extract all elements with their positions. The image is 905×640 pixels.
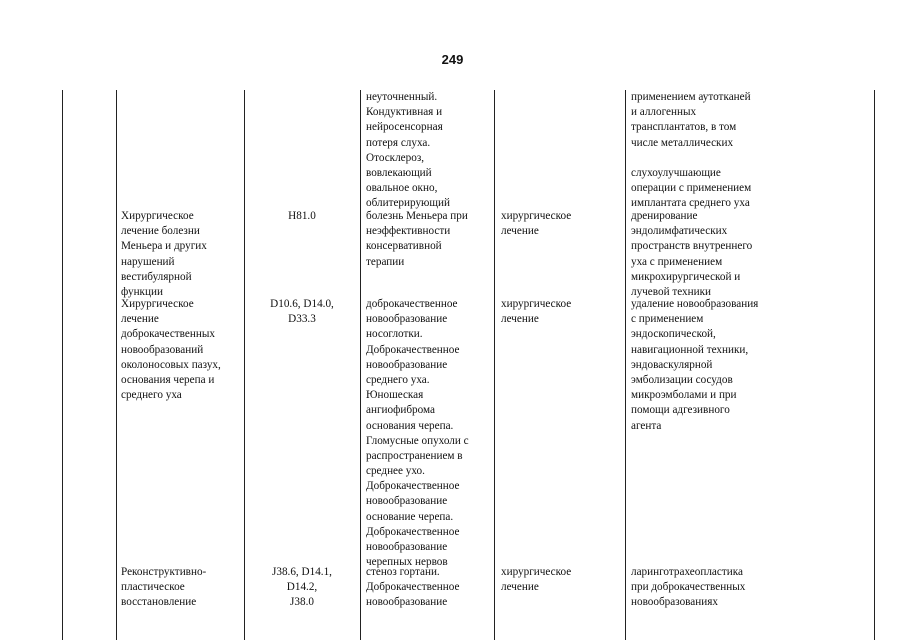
cell-name: [121, 297, 239, 403]
cell-line: с применением: [631, 313, 704, 326]
cell-line: лечение: [501, 581, 539, 594]
cell-treatment: [501, 209, 621, 239]
cell-line: новообразование: [366, 541, 448, 553]
cell-line: [631, 151, 871, 166]
cell-line: нарушений: [121, 255, 175, 268]
cell-model: [366, 297, 492, 570]
cell-line: облитерирующий: [366, 197, 450, 210]
cell-line: черепных нервов: [366, 556, 448, 569]
cell-line: новообразованиях: [631, 596, 718, 609]
page-number: 249: [441, 52, 464, 67]
cell-line: пространств внутреннего: [631, 240, 753, 253]
cell-line: восстановление: [121, 596, 197, 609]
cell-line: вестибулярной: [121, 270, 192, 283]
cell-line: D10.6, D14.0,: [270, 298, 334, 310]
cell-name: [121, 565, 239, 611]
cell-line: Реконструктивно-: [121, 566, 207, 578]
cell-line: функции: [121, 285, 163, 298]
cell-line: новообразований: [121, 343, 204, 356]
cell-line: неуточненный.: [366, 91, 438, 103]
cell-line: операции с применением: [631, 182, 752, 195]
cell-line: среднего уха: [121, 389, 182, 402]
cell-line: слухоулучшающие: [631, 166, 721, 179]
cell-model: [366, 90, 492, 212]
cell-line: хирургическое: [501, 566, 572, 578]
cell-model: [366, 209, 492, 270]
cell-line: Кондуктивная и: [366, 106, 443, 119]
table-rule: [874, 90, 875, 640]
cell-line: агента: [631, 419, 662, 432]
cell-method: [631, 90, 871, 212]
cell-line: хирургическое: [501, 210, 572, 222]
cell-line: применением аутотканей: [631, 91, 751, 103]
cell-line: овальное окно,: [366, 182, 438, 195]
cell-line: D33.3: [288, 313, 316, 326]
cell-line: стеноз гортани.: [366, 566, 440, 578]
cell-line: нейросенсорная: [366, 121, 443, 134]
cell-line: эндолимфатических: [631, 225, 728, 238]
cell-line: удаление новообразования: [631, 298, 759, 310]
cell-method: [631, 297, 871, 434]
cell-line: Юношеская: [366, 389, 424, 402]
cell-line: среднего уха.: [366, 373, 430, 386]
cell-line: при доброкачественных: [631, 581, 746, 594]
cell-line: Доброкачественное: [366, 480, 460, 493]
table-rule: [360, 90, 361, 640]
cell-line: дренирование: [631, 210, 698, 222]
cell-line: Хирургическое: [121, 210, 194, 222]
cell-line: Отосклероз,: [366, 151, 425, 164]
cell-method: [631, 565, 871, 611]
cell-line: эмболизации сосудов: [631, 373, 733, 386]
cell-code: [248, 297, 356, 327]
cell-line: новообразование: [366, 358, 448, 371]
cell-line: пластическое: [121, 581, 185, 594]
cell-line: J38.0: [290, 596, 314, 609]
cell-line: неэффективности: [366, 225, 451, 238]
cell-treatment: [501, 297, 621, 327]
cell-line: новообразование: [366, 313, 448, 326]
table-rule: [62, 90, 63, 640]
cell-line: хирургическое: [501, 298, 572, 310]
cell-line: Доброкачественное: [366, 525, 460, 538]
cell-line: помощи адгезивного: [631, 404, 730, 417]
cell-line: консервативной: [366, 240, 442, 253]
cell-line: лечение: [501, 225, 539, 238]
cell-line: вовлекающий: [366, 166, 432, 179]
cell-line: основания черепа и: [121, 373, 215, 386]
cell-code: [248, 565, 356, 611]
cell-line: J38.6, D14.1,: [272, 566, 332, 578]
cell-model: [366, 565, 492, 611]
cell-line: среднее ухо.: [366, 465, 425, 478]
cell-line: Меньера и других: [121, 240, 207, 253]
cell-line: носоглотки.: [366, 328, 423, 341]
cell-line: D14.2,: [286, 581, 318, 594]
cell-line: болезнь Меньера при: [366, 210, 468, 222]
cell-line: ангиофиброма: [366, 404, 435, 417]
table-rule: [116, 90, 117, 640]
cell-line: уха с применением: [631, 255, 723, 268]
cell-method: [631, 209, 871, 300]
cell-line: потеря слуха.: [366, 136, 431, 149]
cell-line: эндоскопической,: [631, 328, 716, 341]
cell-line: лечение: [501, 313, 539, 326]
cell-line: Доброкачественное: [366, 343, 460, 356]
cell-line: Гломусные опухоли с: [366, 434, 469, 447]
table-rule: [244, 90, 245, 640]
cell-line: основания черепа.: [366, 419, 454, 432]
cell-code: [248, 209, 356, 224]
cell-line: ларинготрахеопластика: [631, 566, 743, 578]
cell-line: лечение болезни: [121, 225, 200, 238]
table-rule: [494, 90, 495, 640]
cell-line: микроэмболами и при: [631, 389, 737, 402]
cell-line: околоносовых пазух,: [121, 358, 221, 371]
cell-line: Хирургическое: [121, 298, 194, 310]
cell-line: числе металлических: [631, 136, 734, 149]
cell-line: терапии: [366, 255, 405, 268]
cell-line: новообразование: [366, 495, 448, 508]
cell-line: Доброкачественное: [366, 581, 460, 594]
cell-name: [121, 209, 239, 300]
cell-line: имплантата среднего уха: [631, 197, 750, 210]
cell-line: лечение: [121, 313, 159, 326]
cell-line: трансплантатов, в том: [631, 121, 737, 134]
cell-treatment: [501, 565, 621, 595]
cell-line: лучевой техники: [631, 285, 712, 298]
cell-line: H81.0: [288, 210, 316, 222]
cell-line: и аллогенных: [631, 106, 697, 119]
cell-line: распространением в: [366, 449, 463, 462]
table-rule: [625, 90, 626, 640]
cell-line: новообразование: [366, 596, 448, 609]
cell-line: основание черепа.: [366, 510, 454, 523]
cell-line: доброкачественное: [366, 298, 458, 310]
cell-line: доброкачественных: [121, 328, 215, 341]
cell-line: навигационной техники,: [631, 343, 749, 356]
cell-line: эндоваскулярной: [631, 358, 713, 371]
cell-line: микрохирургической и: [631, 270, 741, 283]
